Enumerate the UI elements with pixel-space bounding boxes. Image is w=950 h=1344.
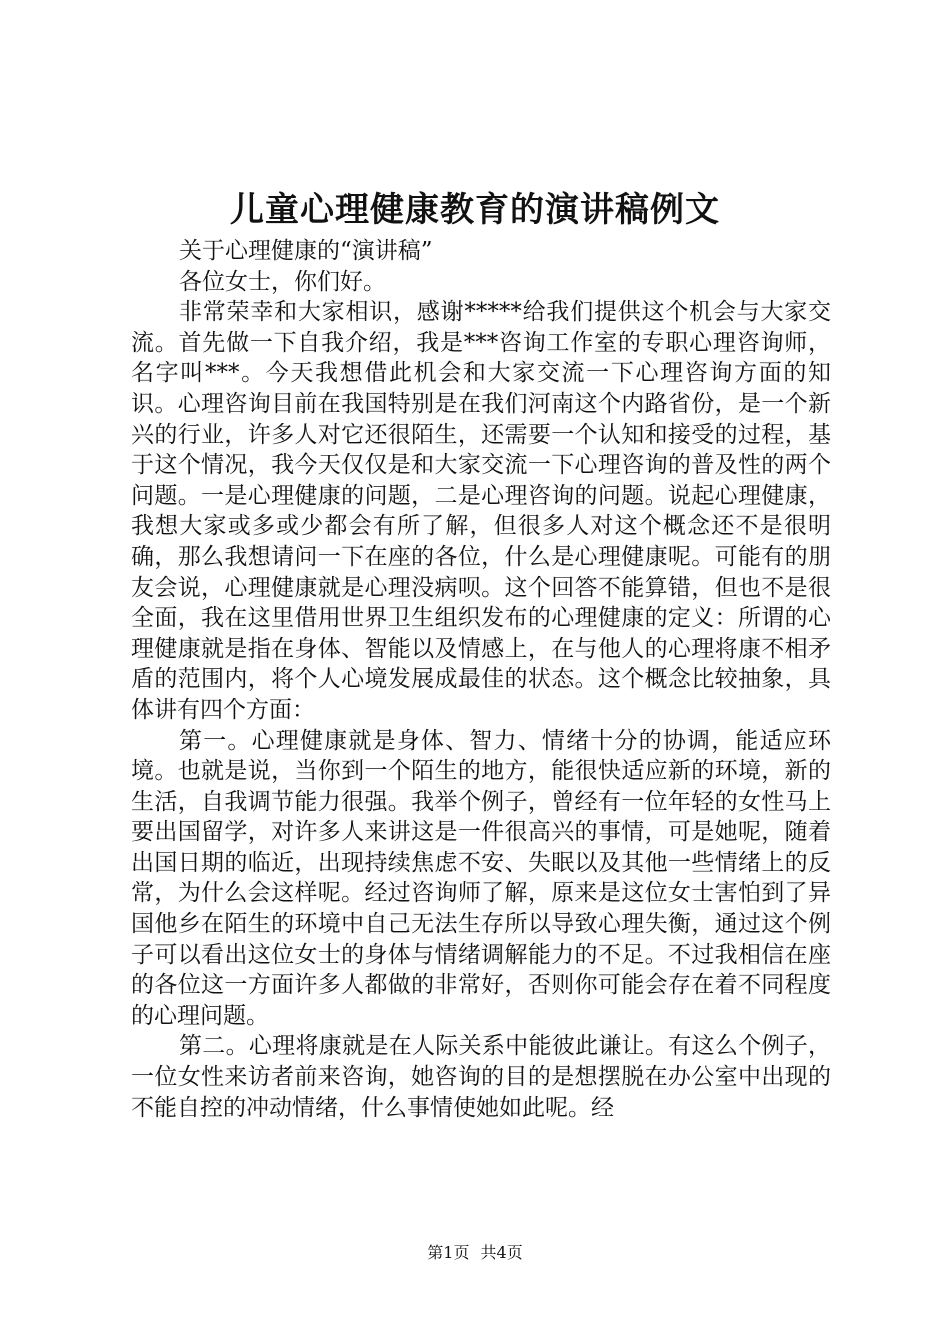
paragraph-subtitle: 关于心理健康的“演讲稿” (179, 238, 433, 264)
paragraph-introduction: 非常荣幸和大家相识，感谢*****给我们提供这个机会与大家交流。首先做一下自我介绍，我是***咨询工作室的专职心理咨询师，名字叫***。今天我想借此机会和大家交流一下心理咨询方面的知识。心理咨询目前在我国特别是在我们河南这个内路省份，是一个新兴的行业，许多人对它还很陌生，还需要一个认知和接受的过程，基于这个情况，我今天仅仅是和大家交流一下心理咨询的普及性的两个问题。一是心理健康的问题，二是心理咨询的问题。说起心理健康，我想大家或多或少都会有所了解，但很多人对这个概念还不是很明确，那么我想请问一下在座的各位，什么是心理健康呢。可能有的朋友会说，心理健康就是心理没病呗。这个回答不能算错，但也不是很全面，我在这里借用世界卫生组织发布的心理健康的定义：所谓的心理健康就是指在身体、智能以及情感上，在与他人的心理将康不相矛盾的范围内，将个人心境发展成最佳的状态。这个概念比较抽象，具体讲有四个方面： (131, 299, 831, 723)
document-title: 儿童心理健康教育的演讲稿例文 (230, 190, 720, 230)
page-total: 共4页 (480, 1243, 523, 1262)
paragraph-point-one: 第一。心理健康就是身体、智力、情绪十分的协调，能适应环境。也就是说，当你到一个陌生的地方，能很快适应新的环境，新的生活，自我调节能力很强。我举个例子，曾经有一位年轻的女性马上要出国留学，对许多人来讲这是一件很高兴的事情，可是她呢，随着出国日期的临近，出现持续焦虑不安、失眠以及其他一些情绪上的反常，为什么会这样呢。经过咨询师了解，原来是这位女士害怕到了异国他乡在陌生的环境中自己无法生存所以导致心理失衡，通过这个例子可以看出这位女士的身体与情绪调解能力的不足。不过我相信在座的各位这一方面许多人都做的非常好，否则你可能会存在着不同程度的心理问题。 (131, 727, 831, 1029)
document-body (131, 236, 831, 1123)
paragraph-point-two: 第二。心理将康就是在人际关系中能彼此谦让。有这么个例子，一位女性来访者前来咨询，她咨询的目的是想摆脱在办公室中出现的不能自控的冲动情绪，什么事情使她如此呢。经 (131, 1033, 831, 1121)
paragraph-greeting: 各位女士，你们好。 (179, 268, 386, 295)
page-footer (0, 1243, 950, 1263)
page-number: 第1页 (427, 1243, 470, 1262)
